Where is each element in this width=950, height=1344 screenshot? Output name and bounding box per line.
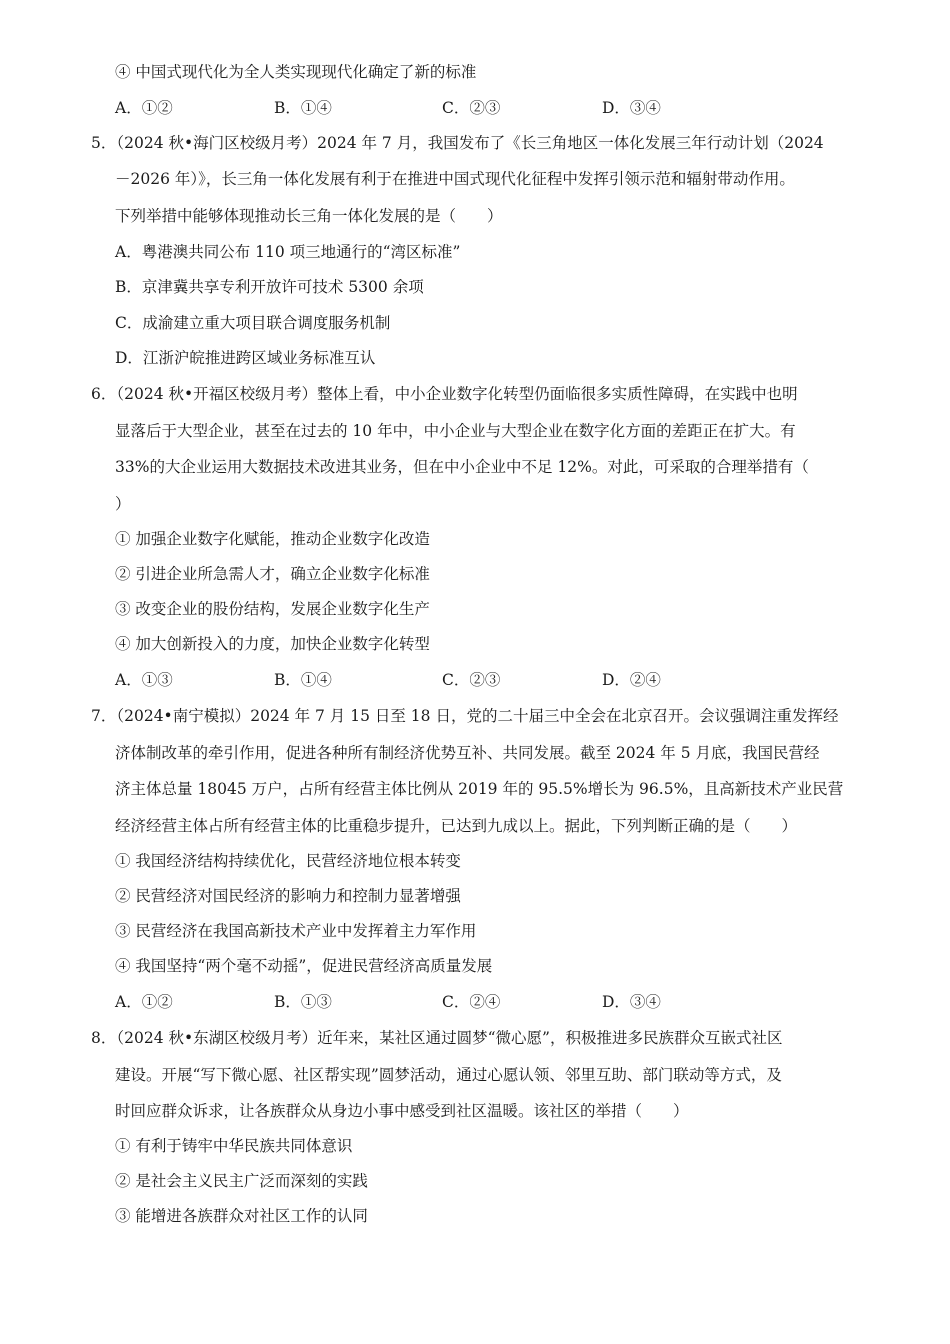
q4-option-c: C．②③	[442, 99, 501, 117]
q8-stem-line-2: 建设。开展“写下微心愿、社区帮实现”圆梦活动，通过心愿认领、邻里互助、部门联动等方式，及	[115, 1066, 782, 1084]
q6-statement-2: ② 引进企业所急需人才，确立企业数字化标准	[115, 565, 430, 583]
q8-stem-line-1: 8．（2024 秋•东湖区校级月考）近年来，某社区通过圆梦“微心愿”，积极推进多民族群众互嵌式社区	[91, 1029, 783, 1047]
q7-option-b: B．①③	[274, 993, 332, 1011]
q6-stem-line-3: 33%的大企业运用大数据技术改进其业务，但在中小企业中不足 12%。对此，可采取的合理举措有（	[115, 458, 809, 476]
q5-choice-d: D．江浙沪皖推进跨区域业务标准互认	[115, 349, 376, 367]
q6-stem-line-1: 6．（2024 秋•开福区校级月考）整体上看，中小企业数字化转型仍面临很多实质性障碍，在实践中也明	[91, 385, 798, 403]
q5-choice-c: C．成渝建立重大项目联合调度服务机制	[115, 314, 391, 332]
q7-option-c: C．②④	[442, 993, 501, 1011]
q7-stem-line-4: 经济经营主体占所有经营主体的比重稳步提升，已达到九成以上。据此，下列判断正确的是（ ）	[115, 817, 798, 835]
q6-option-d: D．②④	[602, 671, 661, 689]
q8-statement-3: ③ 能增进各族群众对社区工作的认同	[115, 1207, 368, 1225]
q7-statement-2: ② 民营经济对国民经济的影响力和控制力显著增强	[115, 887, 461, 905]
q6-option-a: A．①③	[115, 671, 173, 689]
q5-choice-a: A．粤港澳共同公布 110 项三地通行的“湾区标准”	[115, 243, 461, 261]
q6-option-b: B．①④	[274, 671, 332, 689]
q4-statement-4: ④ 中国式现代化为全人类实现现代化确定了新的标准	[115, 63, 477, 81]
q6-stem-line-4: ）	[115, 495, 131, 513]
q7-statement-3: ③ 民营经济在我国高新技术产业中发挥着主力军作用	[115, 922, 477, 940]
q4-option-d: D．③④	[602, 99, 661, 117]
q7-statement-4: ④ 我国坚持“两个毫不动摇”，促进民营经济高质量发展	[115, 957, 493, 975]
q6-statement-4: ④ 加大创新投入的力度，加快企业数字化转型	[115, 635, 430, 653]
q7-stem-line-1: 7．（2024•南宁模拟）2024 年 7 月 15 日至 18 日，党的二十届三中全会在北京召开。会议强调注重发挥经	[91, 707, 839, 725]
q7-stem-line-3: 济主体总量 18045 万户，占所有经营主体比例从 2019 年的 95.5%增长为 96.5%，且高新技术产业民营	[115, 780, 844, 798]
q4-option-a: A．①②	[115, 99, 173, 117]
q7-statement-1: ① 我国经济结构持续优化，民营经济地位根本转变	[115, 852, 461, 870]
q8-stem-line-3: 时回应群众诉求，让各族群众从身边小事中感受到社区温暖。该社区的举措（ ）	[115, 1102, 689, 1120]
q6-option-c: C．②③	[442, 671, 501, 689]
q8-statement-1: ① 有利于铸牢中华民族共同体意识	[115, 1137, 353, 1155]
q8-statement-2: ② 是社会主义民主广泛而深刻的实践	[115, 1172, 368, 1190]
q5-choice-b: B．京津冀共享专利开放许可技术 5300 余项	[115, 278, 424, 296]
q7-option-a: A．①②	[115, 993, 173, 1011]
q5-stem-line-1: 5．（2024 秋•海门区校级月考）2024 年 7 月，我国发布了《长三角地区一体化发展三年行动计划（2024	[91, 134, 824, 152]
q6-statement-3: ③ 改变企业的股份结构，发展企业数字化生产	[115, 600, 430, 618]
q5-stem-line-2: －2026 年）》，长三角一体化发展有利于在推进中国式现代化征程中发挥引领示范和辐射带动作用。	[115, 170, 795, 188]
q7-option-d: D．③④	[602, 993, 661, 1011]
q7-stem-line-2: 济体制改革的牵引作用，促进各种所有制经济优势互补、共同发展。截至 2024 年 5 月底，我国民营经	[115, 744, 820, 762]
q5-stem-line-3: 下列举措中能够体现推动长三角一体化发展的是（ ）	[115, 207, 503, 225]
q4-option-b: B．①④	[274, 99, 332, 117]
q6-stem-line-2: 显落后于大型企业，甚至在过去的 10 年中，中小企业与大型企业在数字化方面的差距正在扩大。有	[115, 422, 796, 440]
q6-statement-1: ① 加强企业数字化赋能，推动企业数字化改造	[115, 530, 430, 548]
